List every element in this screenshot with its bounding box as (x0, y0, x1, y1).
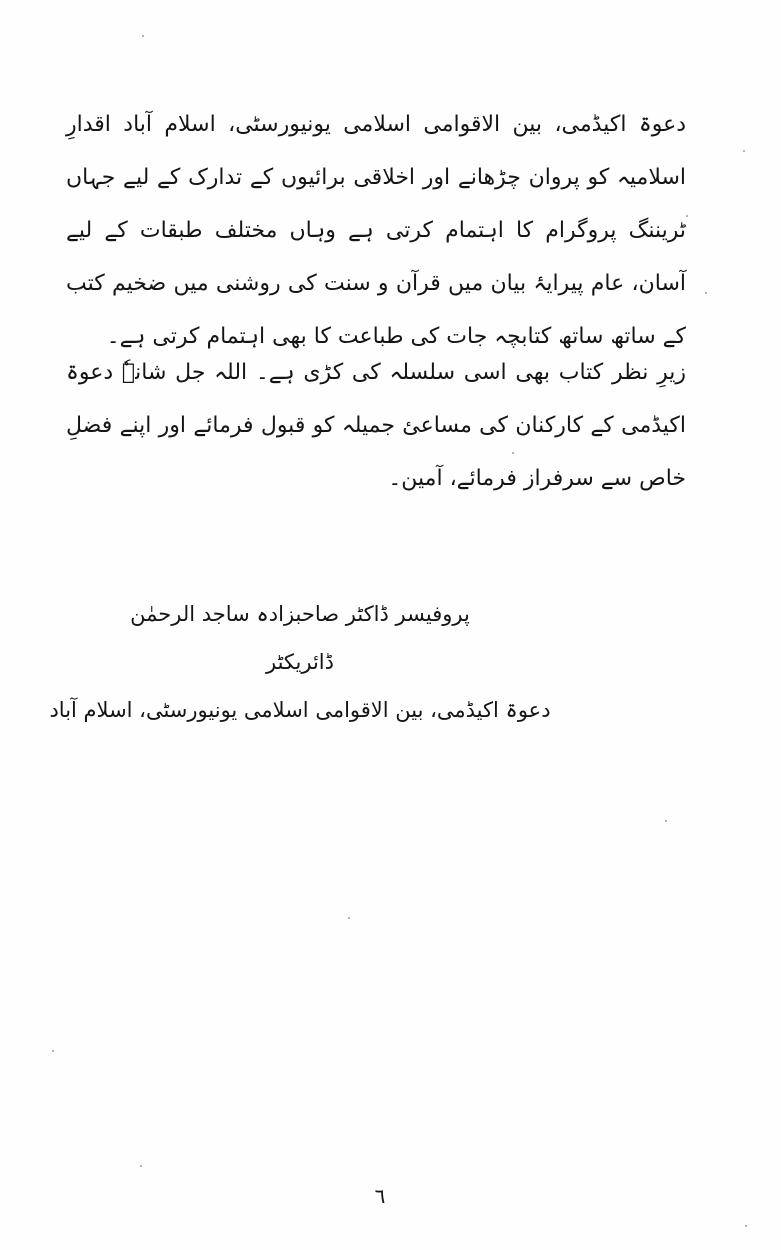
scan-speck (665, 820, 667, 822)
scan-speck (348, 917, 350, 919)
closing-paragraph: زیرِ نظر کتاب بھی اسی سلسلہ کی کڑی ہے۔ اللہ جل شانہٗ دعوۃ اکیڈمی کے کارکنان کی مساعئ جمیلہ کو قبول فرمائے اور اپنے فضلِ خاص سے سرفراز فرمائے، آمین۔ (66, 360, 686, 491)
scan-speck (705, 292, 707, 294)
signatory-institution: دعوۃ اکیڈمی، بین الاقوامی اسلامی یونیورسٹی، اسلام آباد (49, 698, 551, 722)
scan-speck (140, 1165, 142, 1167)
scan-speck (745, 1225, 747, 1227)
signature-block (40, 590, 560, 734)
scan-speck (743, 150, 745, 152)
scan-speck (142, 35, 144, 37)
page-number: ٦ (374, 1184, 386, 1208)
signatory-designation: ڈائریکٹر (266, 650, 334, 674)
intro-paragraph: دعوۃ اکیڈمی، بین الاقوامی اسلامی یونیورسٹی، اسلام آباد اقدارِ اسلامیہ کو پروان چڑھانے اور اخلاقی برائیوں کے تدارک کے لیے جہاں ٹریننگ پروگرام کا اہتمام کرتی ہے وہاں مختلف طبقات کے لیے آسان، عام پیرایۂ بیان میں قرآن و سنت کی روشنی میں ضخیم کتب کے ساتھ ساتھ کتابچہ جات کی طباعت کا بھی اہتمام کرتی ہے۔ (66, 112, 686, 349)
signatory-name: پروفیسر ڈاکٹر صاحبزادہ ساجد الرحمٰن (130, 602, 470, 626)
scan-speck (686, 215, 688, 217)
scan-speck (52, 1050, 54, 1052)
